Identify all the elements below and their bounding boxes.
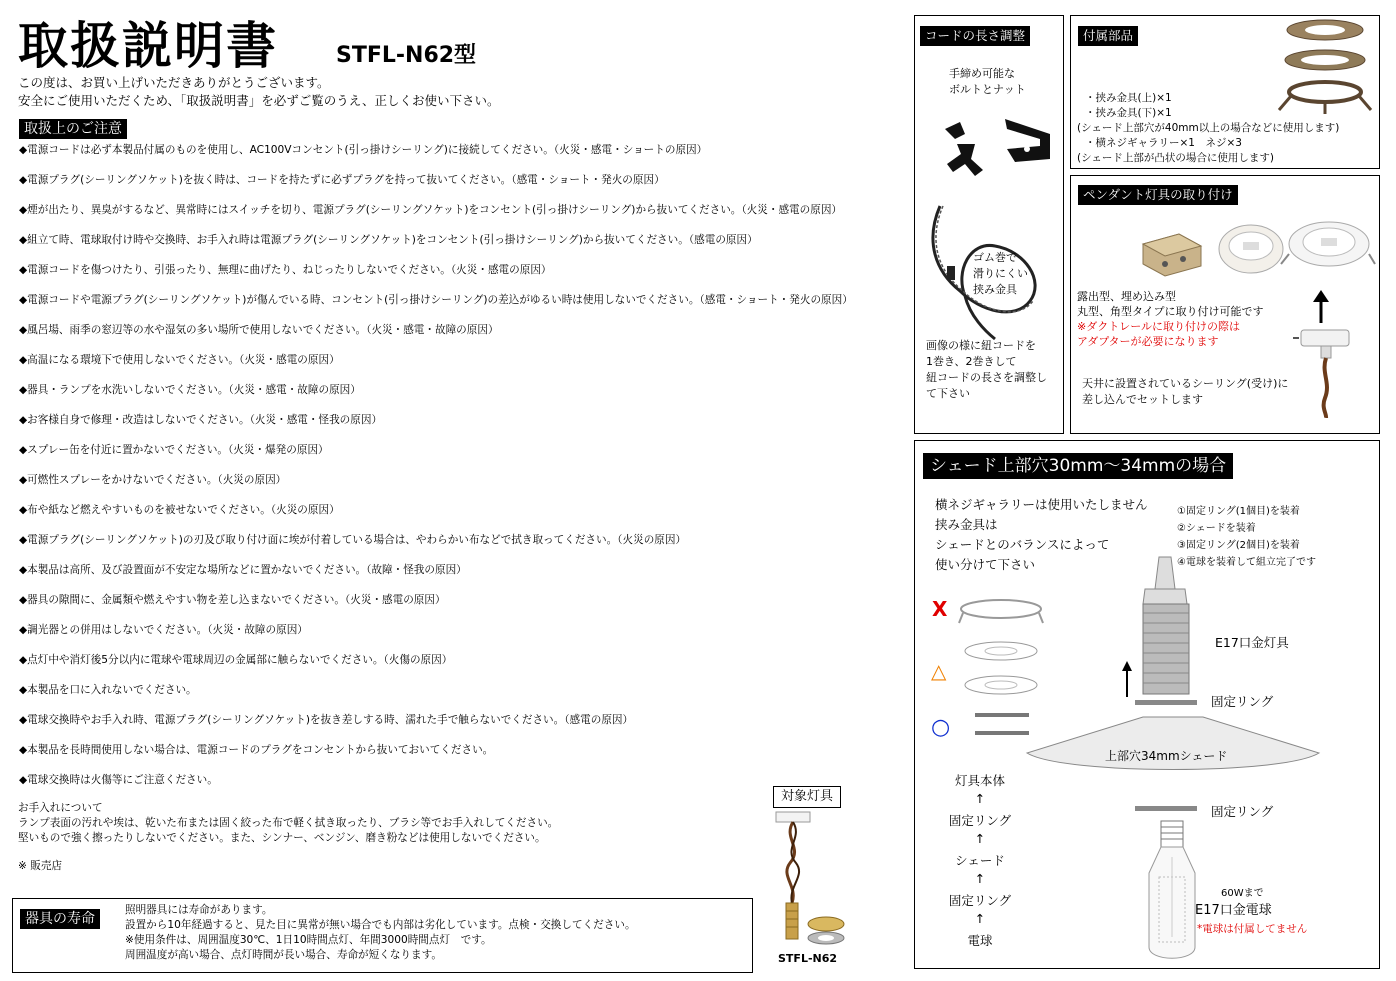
intro-line-2: 安全にご使用いただくため、「取扱説明書」を必ずご覧のうえ、正しくお使い下さい。 [18, 93, 500, 108]
shade-note-3: シェードとのバランスによって [935, 537, 1110, 552]
circle-mark: ○ [931, 715, 951, 740]
cord-clip-line-1: ゴム巻で [973, 251, 1017, 264]
order-step: シェード [955, 853, 1005, 868]
caution-item: ◆本製品は高所、及び設置面が不安定な場所などに置かないでください。（故障・怪我の原因） [19, 564, 467, 576]
caution-item: ◆電源プラグ(シーリングソケット)を抜く時は、コードを持たずに必ずプラグを持って抜いてください。（感電・ショート・発火の原因） [19, 174, 665, 186]
shop-note: ※ 販売店 [18, 860, 63, 872]
shade-part-label: 上部穴34mmシェード [1105, 749, 1228, 763]
cord-desc-line-1: 画像の様に紐コードを [926, 339, 1036, 352]
parts-box [1070, 15, 1380, 169]
shade-note-2: 挟み金具は [935, 517, 998, 532]
parts-line-4: ・横ネジギャラリー×1 ネジ×3 [1085, 137, 1242, 149]
bolt-nut-image [935, 104, 1060, 194]
shade-box [914, 440, 1380, 969]
caution-item: ◆器具・ランプを水洗いしないでください。（火災・感電・故障の原因） [19, 384, 361, 396]
cord-box [914, 15, 1064, 434]
ceiling-plug-image [1291, 288, 1376, 418]
intro-line-1: この度は、お買い上げいただきありがとうございます。 [18, 75, 330, 90]
parts-label: 付属部品 [1078, 26, 1138, 46]
shade-note-4: 使い分けて下さい [935, 557, 1036, 572]
order-arrow: ↑ [974, 871, 986, 886]
cord-desc-line-3: 紐コードの長さを調整し [926, 371, 1047, 384]
caution-item: ◆調光器との併用はしないでください。（火災・故障の原因） [19, 624, 308, 636]
shade-step-2: ②シェードを装着 [1177, 523, 1256, 534]
care-line-3: 堅いもので強く擦ったりしないでください。また、シンナー、ベンジン、磨き粉などは使用しないでください。 [18, 832, 546, 844]
shade-step-4: ④電球を装着して組立完了です [1177, 557, 1316, 568]
lifespan-line-1: 照明器具には寿命があります。 [125, 904, 273, 916]
fixing-ring-top-image [1133, 697, 1199, 707]
caution-item: ◆本製品を口に入れないでください。 [19, 684, 197, 696]
cord-desc-line-4: て下さい [926, 387, 970, 400]
care-line-1: お手入れについて [18, 802, 103, 814]
caution-item: ◆本製品を長時間使用しない場合は、電源コードのプラグをコンセントから抜いておいてください。 [19, 744, 494, 756]
caution-item: ◆組立て時、電球取付け時や交換時、お手入れ時は電源プラグ(シーリングソケット)をコンセント(引っ掛けシーリング)から抜いてください。（感電の原因） [19, 234, 758, 246]
caution-item: ◆点灯中や消灯後5分以内に電球や電球周辺の金属部に触らないでください。（火傷の原因） [19, 654, 453, 666]
pendant-line-1: 露出型、埋め込み型 [1077, 290, 1176, 303]
caution-item: ◆電球交換時は火傷等にご注意ください。 [19, 774, 218, 786]
order-arrow: ↑ [974, 831, 986, 846]
lifespan-line-4: 周囲温度が高い場合、点灯時間が長い場合、寿命が短くなります。 [125, 949, 442, 961]
lifespan-label: 器具の寿命 [20, 909, 100, 929]
bulb-note: *電球は付属してません [1197, 923, 1308, 935]
shade-note-1: 横ネジギャラリーは使用いたしません [935, 497, 1148, 512]
pendant-note-line-2: 差し込んでセットします [1082, 393, 1203, 406]
caution-item: ◆お客様自身で修理・改造はしないでください。（火災・感電・怪我の原因） [19, 414, 383, 426]
care-line-2: ランプ表面の汚れや埃は、乾いた布または固く絞った布で軽く拭き取ったり、ブラシ等でお手入れしてください。 [18, 817, 559, 829]
cord-clip-line-2: 滑りにくい [973, 267, 1028, 280]
cord-clip-line-3: 挟み金具 [973, 283, 1017, 296]
caution-item: ◆電源プラグ(シーリングソケット)の刃及び取り付け面に埃が付着している場合は、やわらかい布などで拭き取ってください。（火災の原因） [19, 534, 687, 546]
pendant-red-line-2: アダプターが必要になります [1077, 335, 1219, 348]
target-model: STFL-N62 [778, 952, 838, 965]
cord-bolt-line-1: 手締め可能な [949, 67, 1015, 80]
ceiling-rosette-image [1139, 214, 1379, 284]
pendant-box [1070, 175, 1380, 434]
socket-label: E17口金灯具 [1215, 635, 1289, 650]
up-arrow-icon [1119, 659, 1139, 699]
cord-desc-line-2: 1巻き、2巻きして [926, 355, 1017, 368]
triangle-mark: △ [931, 659, 947, 683]
cautions-label: 取扱上のご注意 [19, 119, 127, 139]
ring-label-bottom: 固定リング [1211, 804, 1274, 819]
pendant-line-2: 丸型、角型タイプに取り付け可能です [1077, 305, 1264, 318]
order-step: 灯具本体 [954, 773, 1005, 788]
parts-line-1: ・挟み金具(上)×1 [1085, 92, 1172, 104]
shade-step-1: ①固定リング(1個目)を装着 [1177, 506, 1300, 517]
order-step: 電球 [967, 933, 993, 948]
order-step: 固定リング [948, 893, 1012, 908]
caution-item: ◆煙が出たり、異臭がするなど、異常時にはスイッチを切り、電源プラグ(シーリングソケット)をコンセント(引っ掛けシーリング)から抜いてください。（火災・感電の原因） [19, 204, 843, 216]
caution-item: ◆可燃性スプレーをかけないでください。（火災の原因） [19, 474, 287, 486]
caution-item: ◆スプレー缶を付近に置かないでください。（火災・爆発の原因） [19, 444, 329, 456]
order-arrow: ↑ [974, 911, 986, 926]
order-step: 固定リング [948, 813, 1012, 828]
caution-item: ◆電源コードや電源プラグ(シーリングソケット)が傷んでいる時、コンセント(引っ掛けシーリング)の差込がゆるい時は使用しないでください。（感電・ショート・発火の原因） [19, 294, 853, 306]
lifespan-line-3: ※使用条件は、周囲温度30℃、1日10時間点灯、年間3000時間点灯 です。 [125, 934, 492, 946]
caution-item: ◆器具の隙間に、金属類や燃えやすい物を差し込まないでください。（火災・感電の原因） [19, 594, 446, 606]
shade-label: シェード上部穴30mm～34mmの場合 [923, 453, 1233, 479]
pendant-note-line-1: 天井に設置されているシーリング(受け)に [1082, 377, 1289, 390]
ring-label-top: 固定リング [1211, 694, 1274, 709]
page-title: 取扱説明書 [18, 17, 278, 75]
bulb-watt: 60Wまで [1221, 888, 1264, 899]
parts-image [1271, 18, 1379, 118]
target-label: 対象灯具 [773, 786, 841, 808]
caution-item: ◆風呂場、雨季の窓辺等の水や湿気の多い場所で使用しないでください。（火災・感電・故障の原因） [19, 324, 499, 336]
caution-item: ◆高温になる環境下で使用しないでください。（火災・感電の原因） [19, 354, 340, 366]
lifespan-line-2: 設置から10年経過すると、見た目に異常が無い場合でも内部は劣化しています。点検・交換してください。 [125, 919, 636, 931]
fixing-ring-bottom-image [1133, 803, 1199, 813]
target-fixture-image [768, 808, 850, 953]
model-number: STFL-N62型 [336, 43, 477, 68]
pendant-label: ペンダント灯具の取り付け [1078, 185, 1238, 205]
cord-bolt-line-2: ボルトとナット [949, 83, 1026, 96]
parts-line-2: ・挟み金具(下)×1 [1085, 107, 1172, 119]
order-arrow: ↑ [974, 791, 986, 806]
bulb-label: E17口金電球 [1195, 903, 1272, 918]
caution-item: ◆電球交換時やお手入れ時、電源プラグ(シーリングソケット)を抜き差しする時、濡れた手で触らないでください。（感電の原因） [19, 714, 634, 726]
caution-item: ◆電源コードは必ず本製品付属のものを使用し、AC100Vコンセント(引っ掛けシーリング)に接続してください。（火災・感電・ショートの原因） [19, 144, 708, 156]
shade-image [1023, 713, 1323, 779]
caution-item: ◆布や紙など燃えやすいものを被せないでください。（火災の原因） [19, 504, 340, 516]
caution-item: ◆電源コードを傷つけたり、引張ったり、無理に曲げたり、ねじったりしないでください。（火災・感電の原因） [19, 264, 552, 276]
pendant-red-line-1: ※ダクトレールに取り付けの際は [1077, 320, 1240, 333]
bulb-image [1137, 817, 1207, 967]
parts-line-3: (シェード上部穴が40mm以上の場合などに使用します) [1077, 122, 1340, 134]
parts-line-5: (シェード上部が凸状の場合に使用します) [1077, 152, 1274, 164]
x-mark: X [932, 597, 948, 621]
shade-step-3: ③固定リング(2個目)を装着 [1177, 540, 1300, 551]
cord-label: コードの長さ調整 [920, 26, 1030, 46]
lifespan-box [12, 898, 753, 973]
